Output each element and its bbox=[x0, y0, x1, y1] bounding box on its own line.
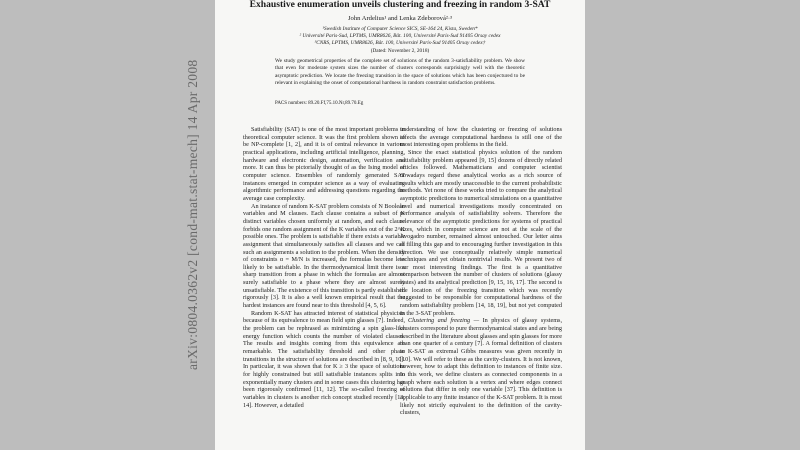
pacs-numbers: PACS numbers: 89.20.Ff,75.10.Nr,89.70.Eg bbox=[275, 101, 364, 106]
dated-line: (Dated: November 2, 2018) bbox=[370, 47, 430, 54]
affiliation-1: ¹Swedish Institute of Computer Science SICS, SE-164 24, Kista, Sweden* bbox=[322, 26, 478, 32]
paragraph bbox=[400, 317, 562, 417]
abstract: We study geometrical properties of the complete set of solutions of the random 3-satisfiability problem. We show that even for moderate system sizes the number of clusters corresponds surprisingly well with the theoretic asymptotic prediction. We locate the freezing transition in the space of solutions which has been conjectured to be relevant in explaining the onset of computational hardness in random constraint satisfaction problems. bbox=[275, 58, 525, 87]
paper-authors: John Ardelius¹ and Lenka Zdeborová²·³ bbox=[347, 15, 453, 22]
left-margin bbox=[0, 0, 215, 450]
paragraph-text: In physics of glassy systems, clusters correspond to pure thermodynamical states and are being described in the literature about glasses and spin glasses for more than one quarter of a century [7]. A formal definition of clusters in K-SAT as extremal Gibbs measures was given recently in [10]. We will refer to these as the cavity-clusters. It is not known, however, how to adapt this definition to instances of finite size. In this work, we define clusters as connected components in a graph where each solution is a vertex and where edges connect solutions that differ in only one variable [37]. This definition is applicable to any finite instance of the K-SAT problem. It is most likely not strictly equivalent to the definition of the cavity-clusters, bbox=[400, 317, 562, 417]
body-column-left bbox=[243, 126, 405, 409]
affiliation-2: ² Université Paris-Sud, LPTMS, UMR8626, Bât. 100, Université Paris-Sud 91405 Orsay cedex bbox=[299, 33, 501, 40]
paragraph: understanding of how the clustering or freezing of solutions affects the average computational hardness is still one of the most interesting open problems in the field. bbox=[400, 126, 562, 149]
paragraph: Random K-SAT has attracted interest of statistical physicists because of its equivalence to mean field spin glasses [7]. Indeed, the problem can be rephrased as minimizing a spin glass-like energy function which counts the number of violated clauses. The results and insights coming from this equivalence are remarkable. The satisfiability threshold and other phase transitions in the structure of solutions are described in [8, 9, 10]. In particular, it was shown that for K ≥ 3 the space of solutions for highly constrained but still satisfiable instances splits into exponentially many clusters and in some cases this clustering has been rigorously confirmed [11, 12]. The so-called freezing of variables in clusters is another rich concept studied recently [13, 14]. However, a detailed bbox=[243, 309, 405, 409]
paragraph-heading: Clustering and freezing — bbox=[408, 317, 480, 325]
body-column-right bbox=[400, 126, 562, 417]
paragraph: Satisfiability (SAT) is one of the most important problems in theoretical computer science. It was the first problem shown to be NP-complete [1, 2], and it is of central relevance in various practical applications, including artificial intelligence, planning, hardware and electronic design, automation, verification and more. It can thus be pictorially thought of as the Ising model of computer science. Ensembles of randomly generated SAT instances emerged in computer science as a way of evaluating algorithmic performance and addressing questions regarding the average case complexity. bbox=[243, 126, 405, 202]
paper-page bbox=[215, 0, 585, 450]
affiliation-3: ³CNRS, LPTMS, UMR8626, Bât. 100, Université Paris-Sud 91405 Orsay cedex† bbox=[314, 40, 486, 47]
paragraph: An instance of random K-SAT problem consists of N Boolean variables and M clauses. Each clause contains a subset of K distinct variables chosen uniformly at random, and each clause forbids one random assignment of the K variables out of the 2^K possible ones. The problem is satisfiable if there exists a variable assignment that simultaneously satisfies all clauses and we call such an assignments a solution to the problem. When the density of constraints α = M/N is increased, the formulas become less likely to be satisfiable. In the thermodynamical limit there is a sharp transition from a phase in which the formulas are almost surely satisfiable to a phase where they are almost surely unsatisfiable. The existence of this transition is partly established rigorously [3]. It is also a well known empirical result that the hardest instances are found near to this threshold [4, 5, 6]. bbox=[243, 202, 405, 310]
paragraph: Since the exact statistical physics solution of the random satisfiability problem appeared [9, 15] dozens of directly related articles followed. Mathematicians and computer scientist nowadays regard these analytical works as a rich source of results which are mostly unaccessible to the current probabilistic methods. Yet none of these works tried to compare the analytical asymptotic predictions to numerical simulations on a quantitative level and numerical investigations mostly concentrated on performance analysis of satisfiability solvers. Therefore the relevance of the asymptotic predictions for systems of practical sizes, which in computer science are not at the scale of the Avogadro number, remained almost untouched. Our letter aims at filling this gap and to encouraging further investigation in this direction. We use conceptually relatively simple numerical techniques and yet obtain nontrivial results. We present two of our most interesting findings. The first is a quantitative comparison between the number of clusters of solutions (glassy states) and its analytical prediction [9, 15, 16, 17]. The second is the location of the freezing transition which was recently suggested to be responsible for computational hardness of the random satisfiability problem [14, 18, 19], but not yet computed in the 3-SAT problem. bbox=[400, 148, 562, 317]
arxiv-identifier-stamp: arXiv:0804.0362v2 [cond-mat.stat-mech] 14 Apr 2008 bbox=[185, 59, 200, 370]
right-margin bbox=[585, 0, 800, 450]
affiliations bbox=[215, 26, 585, 55]
paper-title: Exhaustive enumeration unveils clustering and freezing in random 3-SAT bbox=[249, 0, 551, 10]
